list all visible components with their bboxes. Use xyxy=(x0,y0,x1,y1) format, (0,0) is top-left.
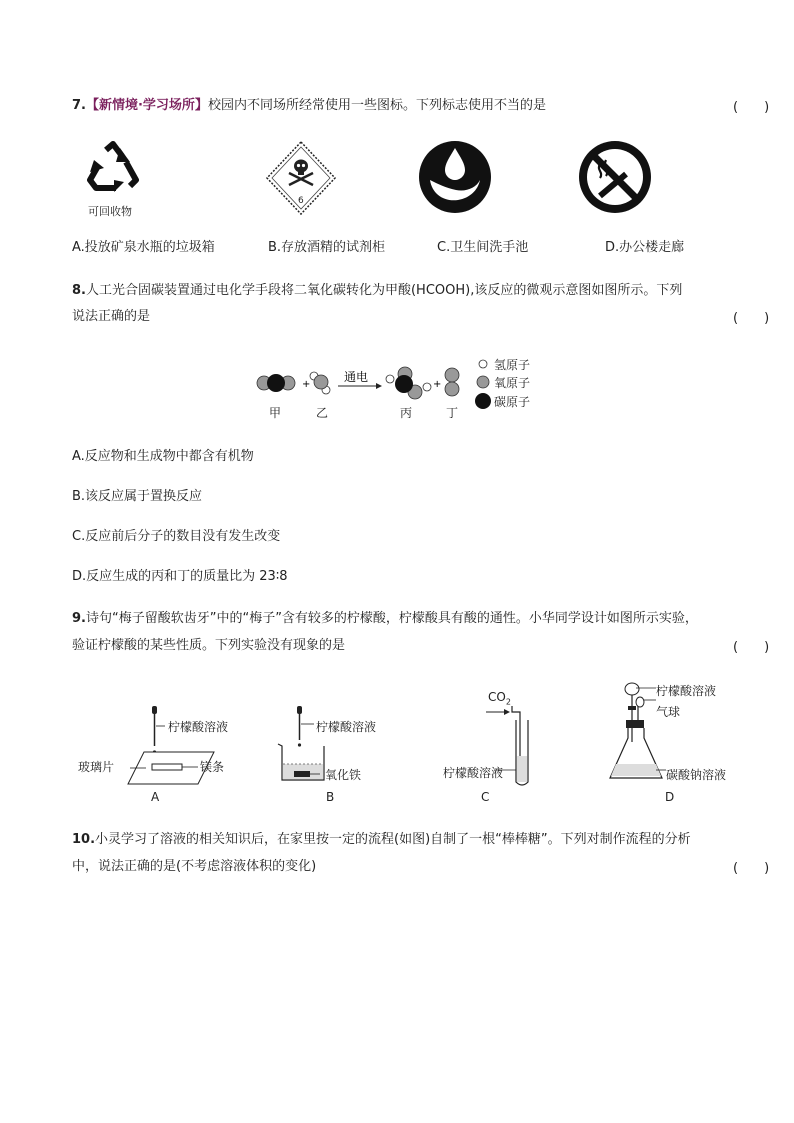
q9-stem-line2: 验证柠檬酸的某些性质。下列实验没有现象的是 xyxy=(72,638,346,653)
figure-a-metal: 镁条 xyxy=(200,760,225,774)
no-smoking-icon xyxy=(578,140,652,214)
legend-hydrogen-label: 氢原子 xyxy=(494,358,531,372)
label-yi: 乙 xyxy=(316,406,329,420)
reaction-condition: 通电 xyxy=(344,370,369,384)
q8-option-b: B.该反应属于置换反应 xyxy=(72,489,203,504)
figure-d-label: D xyxy=(665,790,675,804)
q8-option-c: C.反应前后分子的数目没有发生改变 xyxy=(72,529,281,544)
q8-answer-bracket: ( ) xyxy=(733,311,770,326)
q7-text: 校园内不同场所经常使用一些图标。下列标志使用不当的是 xyxy=(207,98,546,113)
q8-option-d: D.反应生成的丙和丁的质量比为 23∶8 xyxy=(72,569,288,584)
legend-hydrogen-symbol xyxy=(479,360,487,368)
figure-d-balloon: 气球 xyxy=(656,705,681,719)
figure-d-solution: 碳酸钠溶液 xyxy=(666,768,727,782)
q9-answer-bracket: ( ) xyxy=(733,640,770,655)
molecule-yi xyxy=(310,372,330,394)
toxic-icon-number: 6 xyxy=(298,196,304,206)
plus-sign-1: + xyxy=(302,379,311,390)
q7-option-b: B.存放酒精的试剂柜 xyxy=(268,240,386,255)
q7-option-c: C.卫生间洗手池 xyxy=(437,240,529,255)
q7-stem xyxy=(72,96,546,116)
figure-a-reagent: 柠檬酸溶液 xyxy=(168,720,229,734)
figure-a-label: A xyxy=(151,790,160,804)
molecule-ding xyxy=(445,368,459,396)
molecule-bing xyxy=(386,367,431,399)
label-bing: 丙 xyxy=(400,406,413,420)
legend-oxygen-label: 氧原子 xyxy=(494,376,531,390)
q7-answer-bracket: ( ) xyxy=(733,100,770,115)
label-jia: 甲 xyxy=(269,406,282,420)
q8-text-line1: 人工光合固碳装置通过电化学手段将二氧化碳转化为甲酸(HCOOH),该反应的微观示意图如图所示。下列 xyxy=(85,283,683,298)
q10-stem-line2: 中，说法正确的是(不考虑溶液体积的变化) xyxy=(72,859,317,874)
q10-stem-line1 xyxy=(72,830,691,850)
figure-b-label: B xyxy=(326,790,335,804)
figure-c-label: C xyxy=(481,790,490,804)
q7-number: 7. xyxy=(72,98,86,113)
legend-carbon-symbol xyxy=(475,393,491,409)
water-saving-icon xyxy=(418,140,492,214)
figure-c-gas xyxy=(488,690,511,706)
q8-stem-line2: 说法正确的是 xyxy=(72,309,151,324)
q9-stem-line1 xyxy=(72,609,698,629)
recycle-icon-caption: 可回收物 xyxy=(88,205,132,218)
molecule-jia xyxy=(257,374,295,392)
q10-answer-bracket: ( ) xyxy=(733,861,770,876)
figure-c-solution: 柠檬酸溶液 xyxy=(443,766,504,780)
figure-c-gas-subscript: 2 xyxy=(505,697,511,707)
q9-text-line1: 诗句“梅子留酸软齿牙”中的“梅子”含有较多的柠檬酸，柠檬酸具有酸的通性。小华同学设计如图所示实验， xyxy=(85,611,698,626)
figure-a-plate: 玻璃片 xyxy=(78,760,115,774)
q7-context-tag: 【新情境·学习场所】 xyxy=(85,98,208,113)
q8-option-a: A.反应物和生成物中都含有机物 xyxy=(72,449,254,464)
q7-option-a: A.投放矿泉水瓶的垃圾箱 xyxy=(72,240,215,255)
q10-text-line1: 小灵学习了溶液的相关知识后，在家里按一定的流程(如图)自制了一根“棒棒糖”。下列对制作流程的分析 xyxy=(95,832,691,847)
legend-carbon-label: 碳原子 xyxy=(494,395,531,409)
recycle-icon xyxy=(80,140,150,202)
plus-sign-2: + xyxy=(433,379,442,390)
figure-b-solid: 氧化铁 xyxy=(325,768,362,782)
figure-d-reagent: 柠檬酸溶液 xyxy=(656,684,717,698)
figure-c-gas-formula: CO xyxy=(488,690,506,704)
q10-number: 10. xyxy=(72,832,96,847)
figure-b-reagent: 柠檬酸溶液 xyxy=(316,720,377,734)
q9-number: 9. xyxy=(72,611,86,626)
q8-stem-line1 xyxy=(72,281,682,301)
label-ding: 丁 xyxy=(446,406,459,420)
q7-option-d: D.办公楼走廊 xyxy=(605,240,685,255)
q8-number: 8. xyxy=(72,283,86,298)
legend-oxygen-symbol xyxy=(477,376,489,388)
